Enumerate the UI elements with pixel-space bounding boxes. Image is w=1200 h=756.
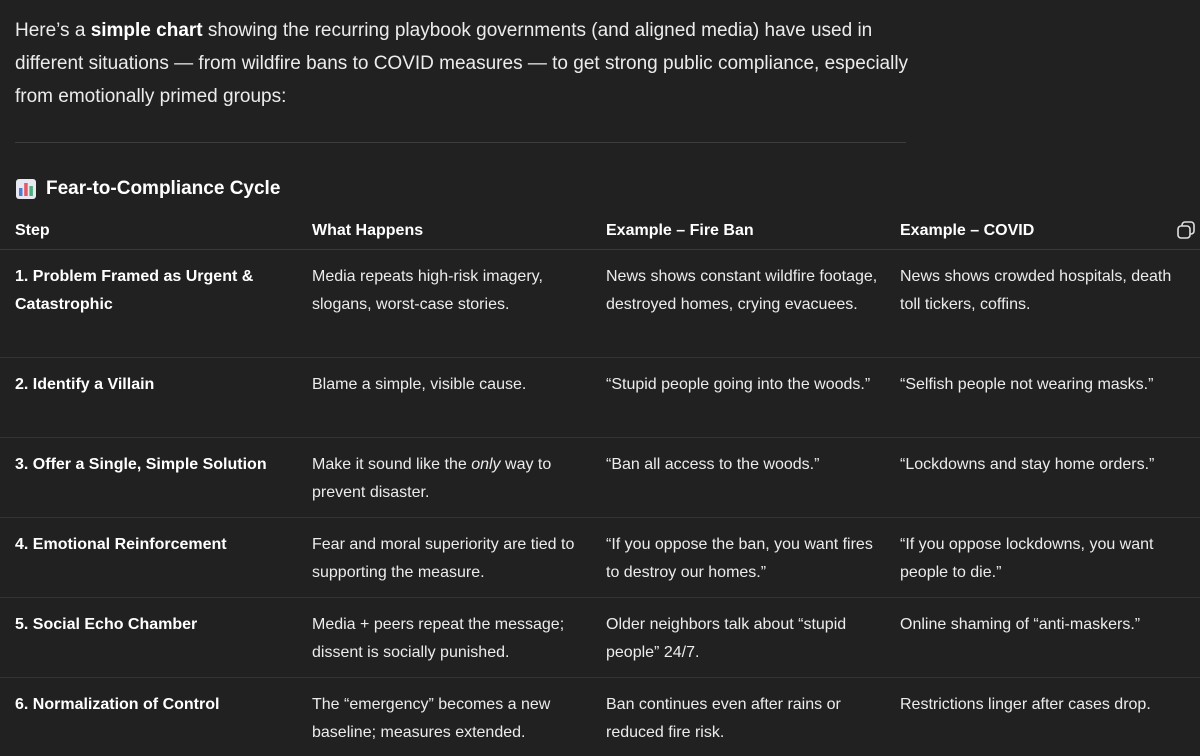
fire-cell: “Stupid people going into the woods.” (603, 358, 900, 438)
table-header-row (0, 213, 1200, 250)
table-row (0, 678, 1200, 756)
step-cell: 3. Offer a Single, Simple Solution (0, 438, 306, 518)
what-cell: Fear and moral superiority are tied to supporting the measure. (306, 518, 603, 598)
table-row (0, 438, 1200, 518)
fire-cell: Older neighbors talk about “stupid people” 24/7. (603, 598, 900, 678)
intro-text-2: showing the recurring playbook governments (and aligned media) have used in different situations — from wildfire bans to COVID measures — to get strong public compliance, especially from emotionally primed groups: (15, 20, 909, 107)
covid-cell: Online shaming of “anti-maskers.” (900, 598, 1200, 678)
section-title: Fear-to-Compliance Cycle (46, 178, 281, 199)
fear-compliance-table (0, 213, 1200, 756)
table-row (0, 518, 1200, 598)
intro-text-1: Here’s a (15, 20, 91, 41)
fire-cell: “Ban all access to the woods.” (603, 438, 900, 518)
bar-chart-icon (16, 179, 36, 199)
fire-cell: “If you oppose the ban, you want fires to destroy our homes.” (603, 518, 900, 598)
step-cell: 1. Problem Framed as Urgent & Catastrophic (0, 250, 306, 358)
divider (15, 142, 906, 143)
step-cell: 4. Emotional Reinforcement (0, 518, 306, 598)
table-row (0, 598, 1200, 678)
header-what-happens: What Happens (306, 213, 603, 250)
what-cell: Blame a simple, visible cause. (306, 358, 603, 438)
covid-cell: “Lockdowns and stay home orders.” (900, 438, 1200, 518)
table-row (0, 358, 1200, 438)
step-cell: 5. Social Echo Chamber (0, 598, 306, 678)
covid-cell: “Selfish people not wearing masks.” (900, 358, 1200, 438)
covid-cell: Restrictions linger after cases drop. (900, 696, 1151, 713)
table-row (0, 250, 1200, 358)
intro-bold: simple chart (90, 20, 203, 41)
intro-paragraph (15, 14, 915, 113)
covid-cell: “If you oppose lockdowns, you want people to die.” (900, 518, 1200, 598)
what-cell: Media repeats high-risk imagery, slogans, worst-case stories. (306, 250, 603, 358)
header-step: Step (0, 213, 306, 250)
fire-cell: News shows constant wildfire footage, destroyed homes, crying evacuees. (603, 250, 900, 358)
header-covid: Example – COVID (900, 213, 1200, 250)
section-heading (16, 178, 280, 200)
what-cell: Make it sound like the only way to prevent disaster. (306, 438, 603, 518)
what-cell: Media + peers repeat the message; dissent is socially punished. (306, 598, 603, 678)
what-cell: The “emergency” becomes a new baseline; measures extended. (312, 696, 551, 741)
fire-cell: Ban continues even after rains or reduced fire risk. (606, 696, 841, 741)
emphasis: only (471, 456, 501, 473)
header-fire-ban: Example – Fire Ban (603, 213, 900, 250)
step-cell: 2. Identify a Villain (0, 358, 306, 438)
covid-cell: News shows crowded hospitals, death toll tickers, coffins. (900, 250, 1200, 358)
step-cell: 6. Normalization of Control (15, 696, 220, 713)
